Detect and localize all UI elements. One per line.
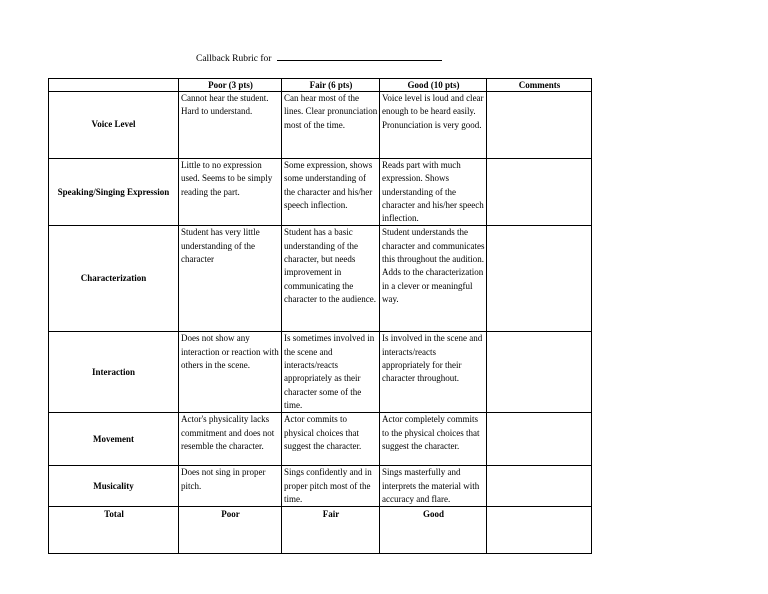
table-row [49, 413, 592, 466]
poor-cell: Actor's physicality lacks commitment and does not resemble the character. [179, 413, 282, 466]
fair-cell: Student has a basic understanding of the character, but needs improvement in communicating the character to the audience. [282, 226, 380, 332]
good-cell: Sings masterfully and interprets the material with accuracy and flare. [380, 466, 487, 507]
table-row [49, 332, 592, 413]
header-row [49, 79, 592, 92]
header-comments: Comments [487, 79, 592, 92]
page-title [196, 52, 442, 64]
table-row [49, 159, 592, 226]
criterion-cell: Interaction [49, 332, 179, 413]
good-cell: Is involved in the scene and interacts/reacts appropriately for their character throughout. [380, 332, 487, 413]
good-cell: Reads part with much expression. Shows understanding of the character and his/her speech inflection. [380, 159, 487, 226]
header-fair: Fair (6 pts) [282, 79, 380, 92]
header-poor: Poor (3 pts) [179, 79, 282, 92]
good-cell: Student understands the character and communicates this throughout the audition. Adds to the characterization in a clever or meaningful way. [380, 226, 487, 332]
page-title-label: Callback Rubric for [196, 54, 272, 64]
table-row [49, 92, 592, 159]
table-row [49, 226, 592, 332]
fair-cell: Some expression, shows some understanding of the character and his/her speech inflection. [282, 159, 380, 226]
poor-cell: Does not show any interaction or reaction with others in the scene. [179, 332, 282, 413]
criterion-cell: Speaking/Singing Expression [49, 159, 179, 226]
fair-cell: Is sometimes involved in the scene and interacts/reacts appropriately as their character some of the time. [282, 332, 380, 413]
fair-cell: Actor commits to physical choices that suggest the character. [282, 413, 380, 466]
poor-cell: Student has very little understanding of the character [179, 226, 282, 332]
total-fair: Fair [282, 507, 380, 554]
criterion-cell: Movement [49, 413, 179, 466]
comments-cell [487, 466, 592, 507]
total-good: Good [380, 507, 487, 554]
good-cell: Actor completely commits to the physical choices that suggest the character. [380, 413, 487, 466]
poor-cell: Little to no expression used. Seems to be simply reading the part. [179, 159, 282, 226]
comments-cell [487, 413, 592, 466]
header-criterion [49, 79, 179, 92]
criterion-cell: Voice Level [49, 92, 179, 159]
criterion-cell: Characterization [49, 226, 179, 332]
comments-cell [487, 332, 592, 413]
total-poor: Poor [179, 507, 282, 554]
total-row [49, 507, 592, 554]
rubric-table [48, 78, 592, 554]
fair-cell: Can hear most of the lines. Clear pronunciation most of the time. [282, 92, 380, 159]
table-row [49, 466, 592, 507]
total-comments [487, 507, 592, 554]
criterion-cell: Musicality [49, 466, 179, 507]
total-label: Total [49, 507, 179, 554]
comments-cell [487, 159, 592, 226]
poor-cell: Does not sing in proper pitch. [179, 466, 282, 507]
comments-cell [487, 92, 592, 159]
comments-cell [487, 226, 592, 332]
fair-cell: Sings confidently and in proper pitch most of the time. [282, 466, 380, 507]
good-cell: Voice level is loud and clear enough to be heard easily. Pronunciation is very good. [380, 92, 487, 159]
poor-cell: Cannot hear the student. Hard to understand. [179, 92, 282, 159]
name-blank-line [277, 52, 442, 61]
header-good: Good (10 pts) [380, 79, 487, 92]
